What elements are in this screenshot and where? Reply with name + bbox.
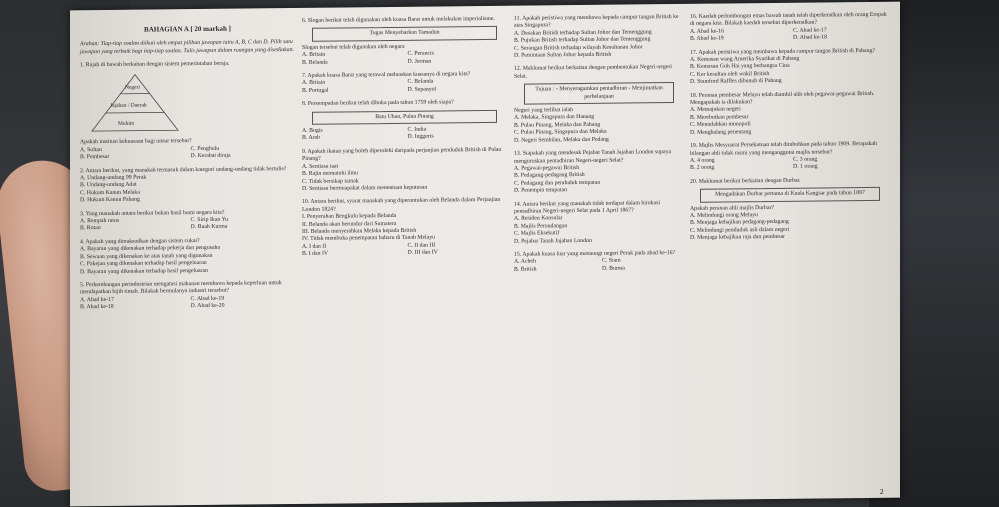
question-text: 5. Perkembangan perindustrian mengatasi makanan membawa kepada keperluan untuk mendapatkan bijih timah. Bilakah bermulanya industri tersebut?: [80, 280, 282, 296]
answer-line: A. Kemasan wang Amerika Syarikat di Pahang: [690, 55, 800, 63]
question-q19: [690, 141, 890, 173]
answer-line: D. Negeri Sembilan, Melaka dan Pedang: [514, 136, 609, 144]
question-text: 7. Apakah kuasa Barat yang terawal meluaskan kuasanya di negara kita?: [302, 71, 471, 79]
answer-line: C. Hukum Kanun Melaka: [80, 189, 140, 197]
answer-line: D. Bayaran yang dikenakan terhadap hasil pengeluaran: [80, 267, 208, 275]
answer-line: D. Menjaga kebajikan raja dan pembesar: [690, 234, 785, 242]
answer-line: C. Melindungi penduduk asli dalam negeri: [690, 226, 790, 234]
answer-option: A. 4 orang: [690, 157, 715, 164]
answer-line: B. Pulau Pinang, Melaka dan Pahang: [514, 121, 601, 129]
info-box: Tujuan : - Menyeragamkan pentadbiran - Menjimatkan perbelanjaan: [524, 82, 674, 104]
answer-line: B. Kemasan Goh Hai yang berbangsa Cina: [690, 63, 790, 71]
answer-option: B. British: [514, 266, 537, 273]
answer-line: C. Ker kesultan oleh wakil British: [690, 70, 770, 78]
column-3: [514, 14, 684, 280]
answer-line: A. Bayaran yang dikenakan terhadap pekerja dan pengusaha: [80, 245, 221, 253]
answer-options: [80, 145, 295, 162]
question-q14: [514, 199, 684, 245]
answer-option: A. I dan II: [302, 243, 327, 250]
answer-option: C. Penghulu: [190, 145, 220, 152]
answer-line: D. Sentiasa bermuapakat dalam menentuan keputusan: [302, 184, 428, 192]
answer-option: C. India: [407, 126, 427, 133]
column-2: [302, 16, 507, 265]
answer-line: B. Menjaga kebajikan pedagang-pedagang: [690, 219, 789, 227]
answer-line: I. Penyerahan Bengkulu kepada Belanda: [302, 213, 397, 221]
question-text: 1. Rajah di bawah berkaitan dengan sistem pemerintahan beraja.: [80, 60, 230, 69]
answer-line: C. Tidak bersikap tamak: [302, 177, 359, 185]
answer-line: A. Desakan British terhadap Sultan Johor dan Temenggung: [514, 29, 652, 37]
question-text: 8. Persempadan berikut telah dibuka pada tahun 1759 oleh siapa?: [302, 99, 454, 108]
answer-option: A. Britain: [302, 80, 326, 87]
answer-line: A. Undang-undang 99 Perak: [80, 174, 147, 182]
answer-options: [302, 242, 507, 259]
question-text: 17. Apakah peristiwa yang membawa kepada campur tangan British di Pahang?: [690, 47, 875, 56]
answer-line: B. Rajin mematuhi ilmu: [302, 170, 359, 178]
answer-line: C. Serangan British terhadap wilayah Kesultanan Johor: [514, 43, 643, 52]
answer-option: B. I dan IV: [302, 250, 329, 258]
question-text: 12. Maklumat berikut berkaitan dengan pembentukan Negeri-negeri Selat.: [514, 64, 672, 80]
answer-line: D. Menghalang penentang: [690, 128, 752, 136]
question-q15: [514, 250, 684, 274]
question-text: 13. Siapakah yang mendesak Pejabat Tanah Jajahan London supaya menguruskan pentadbiran Negeri-negeri Selat?: [514, 149, 672, 165]
answer-options: [690, 27, 890, 44]
answer-option: B. Abad ke-19: [690, 35, 724, 43]
answer-option: D. Sepanyol: [407, 86, 437, 93]
column-1: [80, 18, 295, 318]
answer-option: D. Inggeris: [407, 134, 434, 141]
answer-options: [80, 216, 295, 233]
answer-options: [302, 78, 507, 95]
answer-option: B. Pembesar: [80, 154, 110, 161]
answer-line: II. Belanda akan berundur dari Sumatera: [302, 220, 397, 228]
answer-line: B. Majlis Perundangan: [514, 222, 568, 230]
question-text: 18. Peranan pembesar Melayu telah diambil alih oleh pegawai-pegawai British. Mengapakah ia dilakukan?: [690, 90, 875, 106]
answer-line: B. Pedagang-pedagang British: [514, 172, 585, 180]
answer-line: A. Melaka, Singapura dan Hanang: [514, 114, 595, 122]
answer-option: C. Perancis: [407, 50, 434, 58]
answer-option: A. Sultan: [80, 146, 102, 154]
question-text: 9. Apakah ikatan yang boleh diperolehi daripada perjanjian penduduk British di Pulau Pinang?: [302, 146, 502, 163]
question-text: 4. Apakah yang dimaksudkan dengan sistem cukai?: [80, 237, 200, 246]
answer-option: D. III dan IV: [407, 249, 438, 256]
pyramid-level: Mukim: [118, 121, 135, 128]
answer-line: D. Penempin tempatan: [514, 187, 567, 194]
question-text: 2. Antara berikut, yang manakah termasuk dalam kategori undang-undang tidak bertulis?: [80, 165, 287, 174]
answer-line: A. Melindungi orang Melayu: [690, 212, 758, 219]
answer-line: C. Pakejan yang dikenakan terhadap hasil pengeluaran: [80, 260, 207, 268]
question-text: 11. Apakah peristiwa yang membawa kepada campur tangan British ke atas Singapura?: [514, 13, 679, 30]
answer-line: B. Merebutkan pembesar: [690, 114, 749, 121]
answer-line: III. Belanda menyerahkan Melaka kepada British: [302, 227, 417, 235]
answer-option: D. Jerman: [407, 58, 432, 65]
answer-option: B. Rotan: [80, 225, 101, 232]
question-q5: [80, 280, 295, 312]
answer-option: C. Sirip Ikan Yu: [190, 216, 228, 224]
info-box: Batu Uban, Pulau Pinang: [312, 110, 497, 125]
answer-option: C. 3 orang: [793, 156, 818, 163]
question-q1: [80, 60, 295, 162]
question-text: 16. Kaedah perlombongan emas bawah tanah telah diperkenalkan oleh orang Eropah di negara kita. Bilakah kaedah tersebut diperkenalkan?: [690, 11, 887, 28]
answer-line: D. Pemintaan Sultan Johor kepada British: [514, 51, 612, 59]
answer-line: C. Pulau Pinang, Singapura dan Melaka: [514, 129, 607, 136]
page-number: 2: [880, 488, 884, 496]
info-box: Tugas Menyebarkan Tamadun: [312, 26, 497, 41]
question-q7: [302, 71, 507, 95]
question-text: 15. Apakah kuasa luar yang menaungi negeri Perak pada abad ke-16?: [514, 249, 676, 258]
answer-option: A. Bugis: [302, 127, 323, 134]
instructions: Arahan: Tiap-tiap soalan diikuti oleh empat pilihan jawapan iaitu A, B, C dan D. Pilih satu jawapan yang terbaik bagi tiap-tiap soalan. Tulis jawapan dalam ruangan yang disediakan.: [80, 39, 295, 56]
question-text: 10. Antara berikut, syarat manakah yang diperuntukan oleh Belanda dalam Perjanjian London 1824?: [302, 197, 501, 213]
question-q12: [514, 64, 684, 144]
question-text: 20. Maklumat berikut berkaitan dengan Durbar.: [690, 177, 801, 185]
answer-line: B. Pujukan British terhadap Sultan Johor dan Temenggung: [514, 36, 651, 44]
answer-options: [302, 50, 507, 67]
answer-line: A. Pegawai-pegawai British: [514, 164, 580, 172]
question-q3: [80, 209, 295, 233]
answer-option: C. Siam: [602, 257, 621, 265]
question-q9: [302, 147, 507, 194]
answer-option: C. Abad ke-17: [793, 27, 827, 34]
pyramid-level: Jajahan / Daerah: [110, 102, 147, 110]
pyramid-level: Negeri: [125, 85, 140, 92]
question-q20: [690, 176, 890, 242]
question-text: 6. Slogan berikut telah digunakan oleh kuasa Barat untuk melakukan imperialisme.: [302, 15, 495, 24]
question-q16: [690, 12, 890, 44]
answer-option: B. Portugal: [302, 87, 329, 94]
question-q10: [302, 197, 507, 258]
answer-line: C. Menudahkan monopoli: [690, 121, 751, 129]
answer-option: C. Abad ke-19: [190, 295, 225, 302]
answer-option: D. Abad ke-18: [793, 34, 827, 41]
answer-line: IV. Tidak membuka penempatan baharu di Tanah Melayu: [302, 234, 436, 243]
question-q13: [514, 149, 684, 195]
answer-options: [80, 295, 295, 312]
answer-option: A. Britain: [302, 51, 326, 59]
answer-option: D. Buah Kurma: [190, 224, 228, 231]
question-q18: [690, 90, 890, 137]
answer-option: B. 2 orang: [690, 164, 715, 172]
answer-option: A. Rempah ratus: [80, 217, 120, 225]
question-q8: [302, 99, 507, 143]
answer-option: B. Belanda: [302, 59, 328, 66]
question-stem: Apakah peranan ahli majlis Durbar?: [690, 204, 775, 212]
question-stem: Apakah institusi kekuasaan bagi unsur tersebut?: [80, 138, 192, 146]
info-box: Mengadakan Durbar pertama di Kuala Kangsar pada tahun 1897: [700, 187, 880, 202]
question-q17: [690, 47, 890, 86]
question-text: 14. Antara berikut yang manakah tidak terdapat dalam birokasi pentadbiran Negeri-negeri Selat pada 1 April 1867?: [514, 199, 661, 215]
answer-option: A. Abad ke-17: [80, 296, 114, 303]
column-4: [690, 12, 890, 249]
answer-option: D. 1 orang: [793, 163, 818, 171]
answer-line: D. Hukum Kanun Pahang: [80, 196, 140, 204]
exam-paper: [70, 2, 900, 507]
answer-option: B. Arab: [302, 135, 321, 142]
answer-options: [302, 126, 507, 143]
answer-options: [690, 156, 890, 173]
answer-line: C. Majlis Eksekutif: [514, 230, 560, 237]
answer-line: A. Residen Konsular: [514, 215, 563, 223]
answer-line: A. Sentiasa taat: [302, 163, 339, 170]
question-text: 3. Yang manakah antara berikut bukan hasil bumi negara kita?: [80, 209, 225, 217]
answer-option: D. Abad ke-20: [190, 302, 225, 310]
answer-option: D. Kerabat diraja: [190, 152, 231, 160]
pyramid-diagram: [80, 71, 295, 135]
answer-option: D. Burma: [602, 265, 625, 272]
answer-option: A. Abad ke-16: [690, 28, 724, 35]
question-q6: [302, 16, 507, 67]
answer-line: B. Sewaan yang dikenakan ke atas tanah yang digunakan: [80, 252, 213, 260]
question-text: 19. Majlis Mesyuarat Persekutuan telah ditubuhkan pada tahun 1909. Berapakah bilangan ahli tidak rasmi yang menganggotai majlis tersebut?: [690, 140, 877, 157]
question-stem: Slogan tersebut telah digunakan oleh negara: [302, 43, 405, 51]
answer-line: B. Undang-undang Adat: [80, 182, 137, 189]
answer-line: A. Memajukan negeri: [690, 106, 741, 114]
answer-option: C. II dan III: [407, 242, 436, 249]
question-q2: [80, 166, 295, 205]
question-q4: [80, 237, 295, 276]
answer-option: B. Abad ke-18: [80, 304, 114, 311]
answer-options: [514, 257, 684, 274]
answer-option: A. Acheh: [514, 258, 536, 266]
answer-line: D. Stamford Raffles dibunuh di Pahang: [690, 78, 782, 86]
question-stem: Negeri yang terlibat ialah: [514, 107, 574, 114]
answer-line: D. Pejabat Tanah Jajahan London: [514, 237, 592, 245]
section-title: BAHAGIAN A [ 20 markah ]: [144, 24, 231, 34]
answer-line: C. Pedagang dan penduduk tempatan: [514, 179, 601, 187]
answer-option: C. Belanda: [407, 78, 434, 86]
question-q11: [514, 14, 684, 60]
